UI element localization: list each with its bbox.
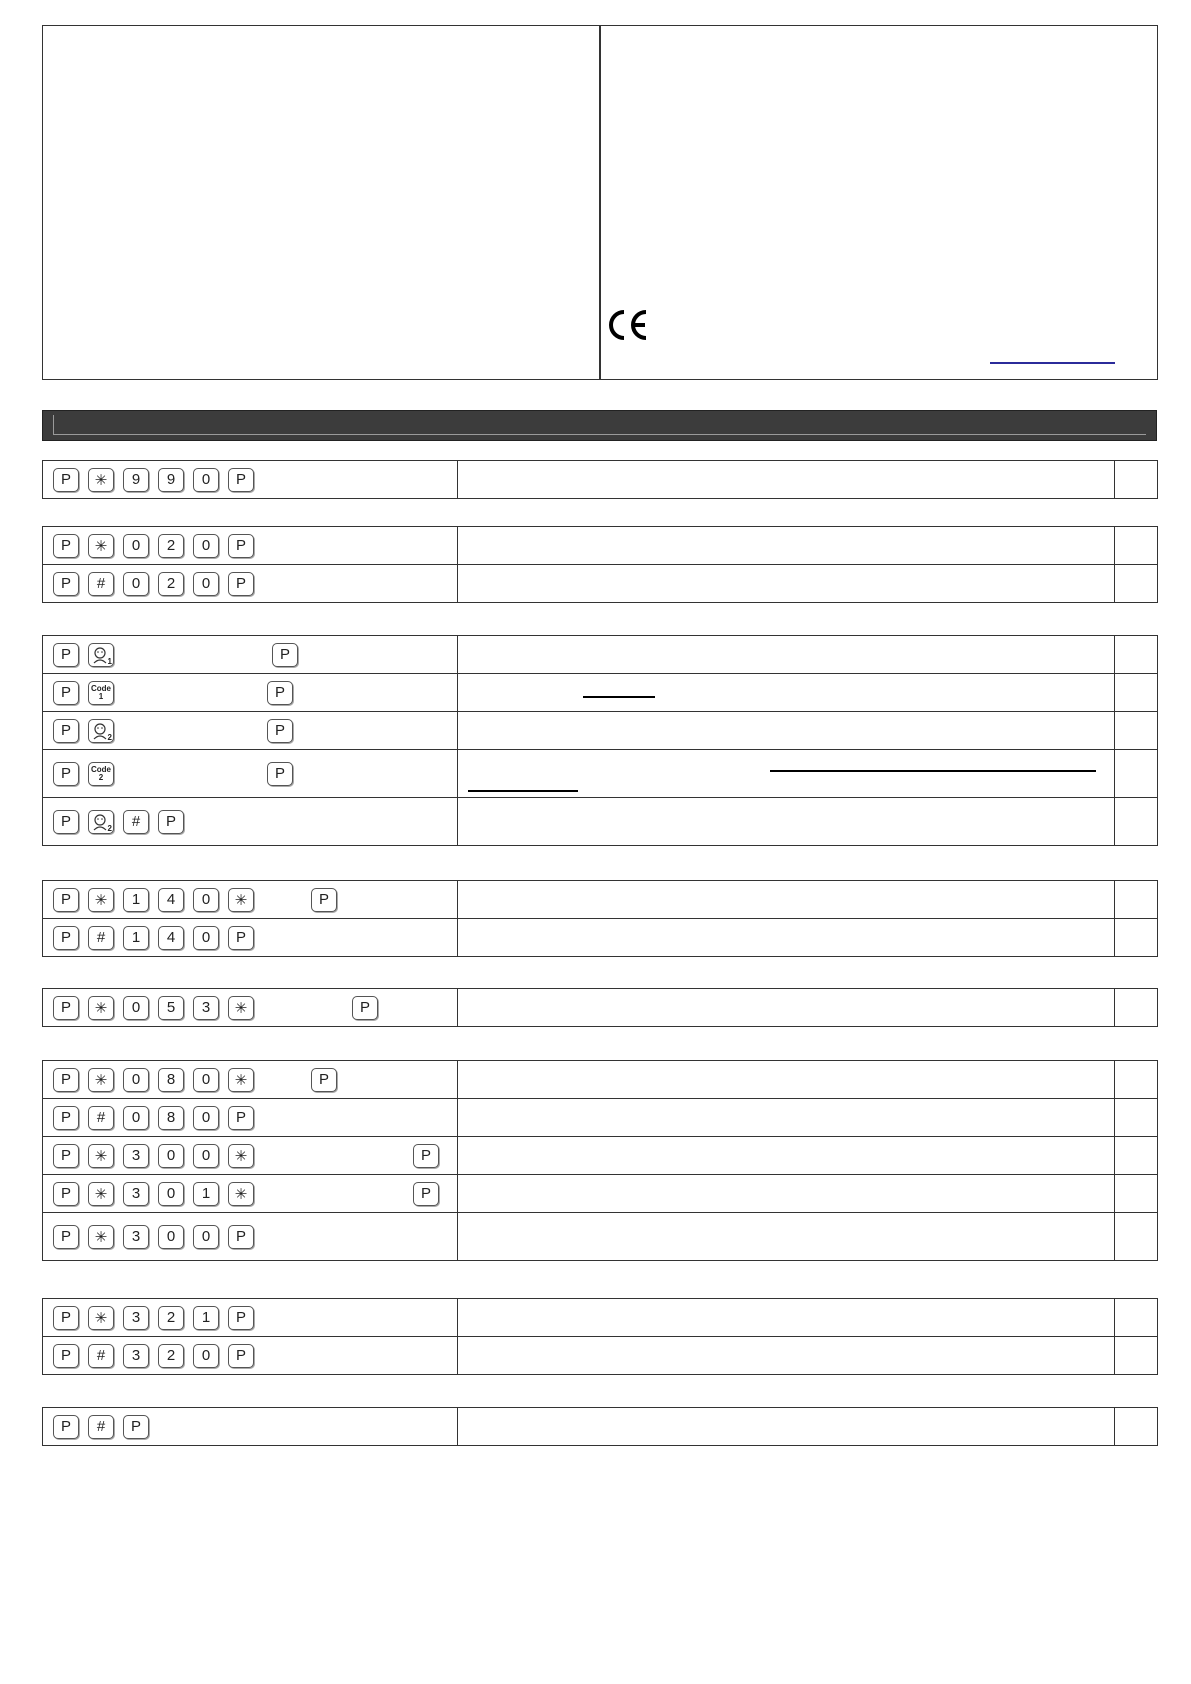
command-table-5 (42, 988, 1158, 1027)
check-cell (1115, 565, 1158, 603)
key-p: P (53, 468, 79, 492)
description-cell (458, 636, 1115, 674)
key-2: 2 (158, 572, 184, 596)
check-cell (1115, 989, 1158, 1027)
key-0: 0 (193, 1344, 219, 1368)
key-4: 4 (158, 888, 184, 912)
key-1: 1 (193, 1182, 219, 1206)
description-cell (458, 674, 1115, 712)
key-p: P (53, 888, 79, 912)
table-row (43, 461, 1158, 499)
description-cell (458, 1061, 1115, 1099)
key-0: 0 (123, 996, 149, 1020)
code-1-key: Code 1 (88, 681, 114, 705)
underline (468, 790, 578, 792)
table-row (43, 1337, 1158, 1375)
key-star: ✳ (88, 1225, 114, 1249)
check-cell (1115, 712, 1158, 750)
key-star: ✳ (228, 1182, 254, 1206)
key-9: 9 (123, 468, 149, 492)
key-p: P (53, 534, 79, 558)
check-cell (1115, 1061, 1158, 1099)
check-cell (1115, 919, 1158, 957)
key-0: 0 (123, 534, 149, 558)
key-p: P (53, 1225, 79, 1249)
key-3: 3 (123, 1182, 149, 1206)
table-row (43, 750, 1158, 798)
key-star: ✳ (88, 1306, 114, 1330)
table-row (43, 1213, 1158, 1261)
key-p: P (228, 572, 254, 596)
key-p: P (228, 1106, 254, 1130)
key-0: 0 (123, 572, 149, 596)
description-cell (458, 881, 1115, 919)
key-hash: # (88, 572, 114, 596)
key-star: ✳ (88, 1182, 114, 1206)
key-p: P (228, 534, 254, 558)
command-table-3 (42, 635, 1158, 846)
table-row (43, 712, 1158, 750)
key-2: 2 (158, 1306, 184, 1330)
key-3: 3 (123, 1306, 149, 1330)
key-p: P (267, 719, 293, 743)
check-cell (1115, 798, 1158, 846)
key-0: 0 (123, 1106, 149, 1130)
key-hash: # (88, 1415, 114, 1439)
key-0: 0 (158, 1225, 184, 1249)
command-table-1 (42, 460, 1158, 499)
command-table-7 (42, 1298, 1158, 1375)
key-0: 0 (193, 1068, 219, 1092)
user-2-key: 2 (88, 719, 114, 743)
key-p: P (53, 1415, 79, 1439)
key-1: 1 (123, 888, 149, 912)
table-row (43, 881, 1158, 919)
key-star: ✳ (88, 1144, 114, 1168)
underline (583, 696, 655, 698)
key-p: P (53, 1344, 79, 1368)
key-2: 2 (158, 534, 184, 558)
description-cell (458, 1137, 1115, 1175)
key-3: 3 (193, 996, 219, 1020)
key-p: P (53, 572, 79, 596)
table-row (43, 674, 1158, 712)
key-p: P (352, 996, 378, 1020)
key-p: P (53, 643, 79, 667)
key-0: 0 (193, 926, 219, 950)
description-cell (458, 461, 1115, 499)
check-cell (1115, 881, 1158, 919)
table-row (43, 1099, 1158, 1137)
key-hash: # (123, 810, 149, 834)
table-row (43, 1175, 1158, 1213)
key-p: P (53, 1106, 79, 1130)
key-p: P (267, 681, 293, 705)
key-0: 0 (193, 468, 219, 492)
key-2: 2 (158, 1344, 184, 1368)
key-0: 0 (193, 572, 219, 596)
description-cell (458, 565, 1115, 603)
description-cell (458, 798, 1115, 846)
user-2-key: 2 (88, 810, 114, 834)
key-p: P (228, 1344, 254, 1368)
description-cell (458, 1408, 1115, 1446)
key-1: 1 (193, 1306, 219, 1330)
key-5: 5 (158, 996, 184, 1020)
key-0: 0 (193, 1106, 219, 1130)
description-cell (458, 1337, 1115, 1375)
key-p: P (53, 762, 79, 786)
description-cell (458, 1175, 1115, 1213)
info-box (42, 25, 1158, 380)
key-3: 3 (123, 1225, 149, 1249)
table-row (43, 1299, 1158, 1337)
key-hash: # (88, 1106, 114, 1130)
key-p: P (53, 1068, 79, 1092)
key-p: P (228, 926, 254, 950)
key-star: ✳ (228, 1068, 254, 1092)
check-cell (1115, 461, 1158, 499)
underline (770, 770, 1096, 772)
key-3: 3 (123, 1344, 149, 1368)
description-cell (458, 989, 1115, 1027)
key-hash: # (88, 926, 114, 950)
check-cell (1115, 527, 1158, 565)
key-0: 0 (193, 888, 219, 912)
key-0: 0 (158, 1182, 184, 1206)
key-p: P (311, 888, 337, 912)
section-header-bar (42, 410, 1157, 441)
check-cell (1115, 1137, 1158, 1175)
description-cell (458, 712, 1115, 750)
check-cell (1115, 1408, 1158, 1446)
table-row (43, 1137, 1158, 1175)
key-star: ✳ (88, 1068, 114, 1092)
key-8: 8 (158, 1106, 184, 1130)
key-p: P (53, 719, 79, 743)
command-table-8 (42, 1407, 1158, 1446)
key-0: 0 (193, 534, 219, 558)
code-2-key: Code 2 (88, 762, 114, 786)
key-8: 8 (158, 1068, 184, 1092)
key-p: P (413, 1182, 439, 1206)
key-p: P (53, 1182, 79, 1206)
ce-mark-icon (606, 308, 650, 342)
key-star: ✳ (228, 888, 254, 912)
key-0: 0 (123, 1068, 149, 1092)
key-0: 0 (193, 1144, 219, 1168)
key-3: 3 (123, 1144, 149, 1168)
key-1: 1 (123, 926, 149, 950)
table-row (43, 989, 1158, 1027)
check-cell (1115, 1337, 1158, 1375)
table-row (43, 919, 1158, 957)
key-p: P (53, 1144, 79, 1168)
description-cell (458, 1213, 1115, 1261)
key-p: P (267, 762, 293, 786)
key-p: P (53, 996, 79, 1020)
check-cell (1115, 750, 1158, 798)
key-p: P (53, 810, 79, 834)
key-0: 0 (158, 1144, 184, 1168)
key-star: ✳ (228, 1144, 254, 1168)
description-cell (458, 1299, 1115, 1337)
key-p: P (53, 681, 79, 705)
description-cell (458, 750, 1115, 798)
table-row (43, 565, 1158, 603)
check-cell (1115, 1213, 1158, 1261)
key-star: ✳ (88, 534, 114, 558)
key-p: P (53, 1306, 79, 1330)
link-underline (990, 362, 1115, 364)
key-p: P (413, 1144, 439, 1168)
table-row (43, 1061, 1158, 1099)
key-p: P (123, 1415, 149, 1439)
key-star: ✳ (88, 468, 114, 492)
key-p: P (311, 1068, 337, 1092)
check-cell (1115, 1175, 1158, 1213)
description-cell (458, 1099, 1115, 1137)
description-cell (458, 919, 1115, 957)
table-row (43, 636, 1158, 674)
table-row (43, 1408, 1158, 1446)
key-4: 4 (158, 926, 184, 950)
info-box-divider (599, 26, 601, 379)
check-cell (1115, 674, 1158, 712)
command-table-6 (42, 1060, 1158, 1261)
check-cell (1115, 636, 1158, 674)
command-table-4 (42, 880, 1158, 957)
description-cell (458, 527, 1115, 565)
check-cell (1115, 1299, 1158, 1337)
key-p: P (228, 468, 254, 492)
key-p: P (53, 926, 79, 950)
command-table-2 (42, 526, 1158, 603)
key-p: P (158, 810, 184, 834)
key-star: ✳ (228, 996, 254, 1020)
table-row (43, 798, 1158, 846)
key-p: P (272, 643, 298, 667)
key-p: P (228, 1306, 254, 1330)
table-row (43, 527, 1158, 565)
key-star: ✳ (88, 996, 114, 1020)
key-hash: # (88, 1344, 114, 1368)
check-cell (1115, 1099, 1158, 1137)
key-0: 0 (193, 1225, 219, 1249)
key-9: 9 (158, 468, 184, 492)
user-1-key: 1 (88, 643, 114, 667)
key-star: ✳ (88, 888, 114, 912)
key-p: P (228, 1225, 254, 1249)
